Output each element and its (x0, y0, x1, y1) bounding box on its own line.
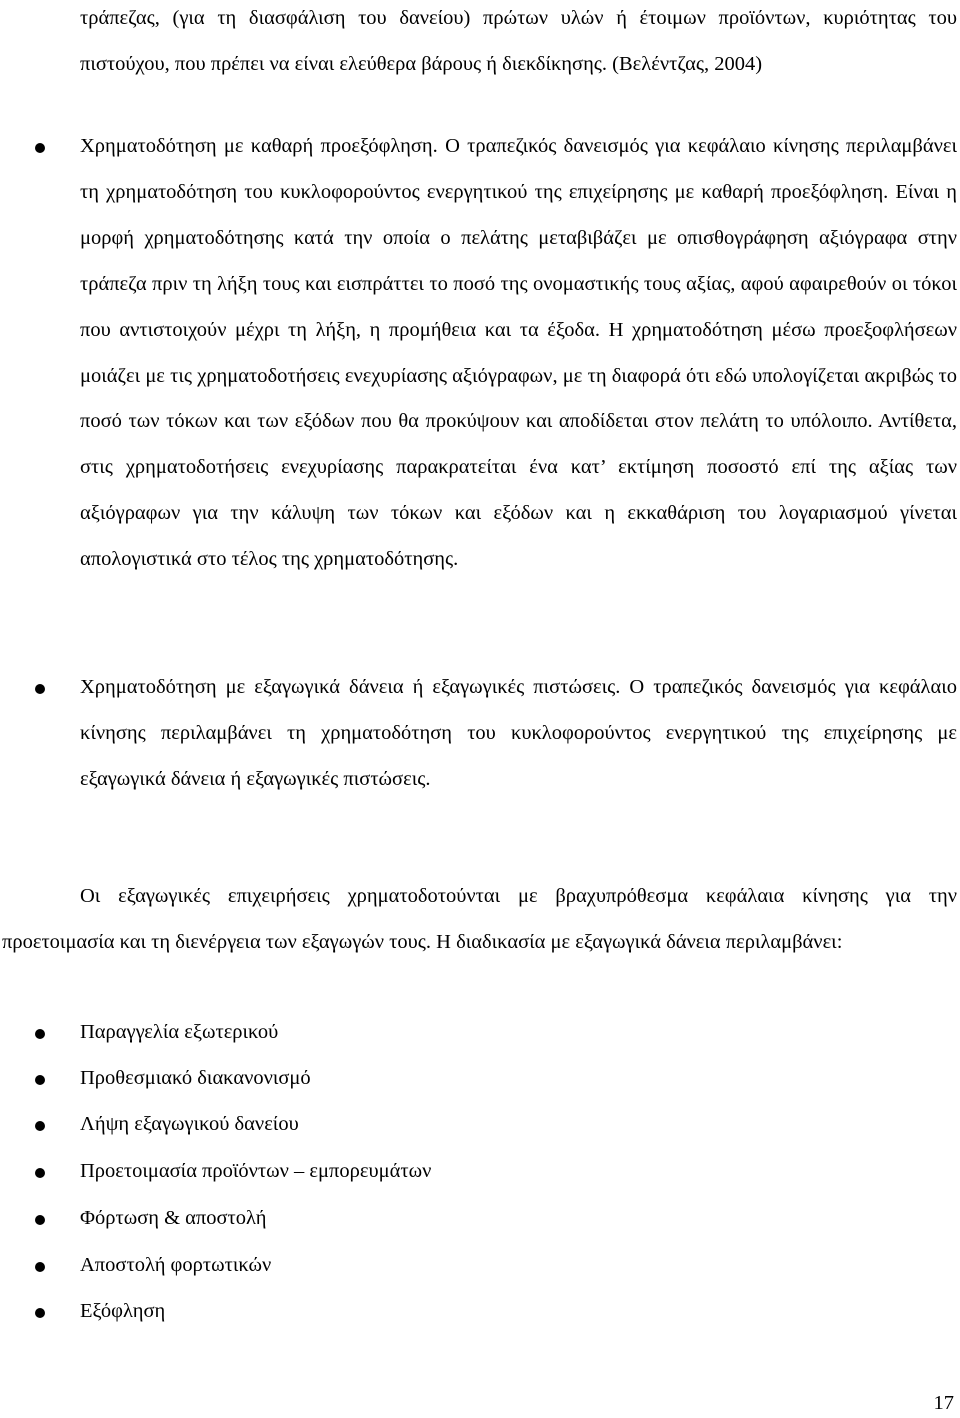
intro-paragraph: Οι εξαγωγικές επιχειρήσεις χρηματοδοτούνται με βραχυπρόθεσμα κεφάλαια κίνησης για την προετοιμασία και τη διενέργεια των εξαγωγών τους. Η διαδικασία με εξαγωγικά δάνεια περιλαμβάνει: (2, 885, 957, 953)
bullet-icon (35, 1215, 45, 1225)
bullet-icon (35, 1029, 45, 1039)
list-item: Προθεσμιακό διακανονισμό (80, 1067, 311, 1089)
bullet-paragraph-export-loans: Χρηματοδότηση με εξαγωγικά δάνεια ή εξαγωγικές πιστώσεις. Ο τραπεζικός δανεισμός για κεφάλαιο κίνησης περιλαμβάνει τη χρηματοδότηση του κυκλοφορούντος ενεργητικού της επιχείρησης με εξαγωγικά δάνεια ή εξαγωγικές πιστώσεις. (80, 676, 957, 790)
list-item: Φόρτωση & αποστολή (80, 1207, 267, 1229)
bullet-icon (35, 1308, 45, 1318)
bullet-icon (35, 1121, 45, 1131)
list-item: Παραγγελία εξωτερικού (80, 1021, 279, 1043)
bullet-icon (35, 1168, 45, 1178)
bullet-icon (35, 1075, 45, 1085)
list-item: Εξόφληση (80, 1300, 166, 1322)
continuation-paragraph: τράπεζας, (για τη διασφάλιση του δανείου) πρώτων υλών ή έτοιμων προϊόντων, κυριότητας του πιστούχου, που πρέπει να είναι ελεύθερα βάρους ή διεκδίκησης. (Βελέντζας, 2004) (80, 7, 957, 75)
list-item: Λήψη εξαγωγικού δανείου (80, 1113, 299, 1135)
page-number: 17 (933, 1392, 954, 1414)
bullet-icon (35, 143, 45, 153)
list-item: Αποστολή φορτωτικών (80, 1254, 272, 1276)
bullet-paragraph-discounting: Χρηματοδότηση με καθαρή προεξόφληση. Ο τραπεζικός δανεισμός για κεφάλαιο κίνησης περιλαμβάνει τη χρηματοδότηση του κυκλοφορούντος ενεργητικού της επιχείρησης με καθαρή προεξόφληση. Είναι η μορφή χρηματοδότησης κατά την οποία ο πελάτης μεταβιβάζει με οπισθογράφηση αξιόγραφα στην τράπεζα πριν τη λήξη τους και εισπράττει το ποσό της ονομαστικής τους αξίας, αφού αφαιρεθούν οι τόκοι που αντιστοιχούν μέχρι τη λήξη, η προμήθεια και τα έξοδα. Η χρηματοδότηση μέσω προεξοφλήσεων μοιάζει με τις χρηματοδοτήσεις ενεχυρίασης αξιόγραφων, με τη διαφορά ότι εδώ υπολογίζεται ακριβώς το ποσό των τόκων και των εξόδων που θα προκύψουν και αποδίδεται στον πελάτη το υπόλοιπο. Αντίθετα, στις χρηματοδοτήσεις ενεχυρίασης παρακρατείται ένα κατ’ εκτίμηση ποσοστό επί της αξίας των αξιόγραφων για την κάλυψη των τόκων και εξόδων και η εκκαθάριση του λογαριασμού γίνεται απολογιστικά στο τέλος της χρηματοδότησης. (80, 135, 957, 571)
bullet-icon (35, 1262, 45, 1272)
bullet-icon (35, 684, 45, 694)
list-item: Προετοιμασία προϊόντων – εμπορευμάτων (80, 1160, 432, 1182)
